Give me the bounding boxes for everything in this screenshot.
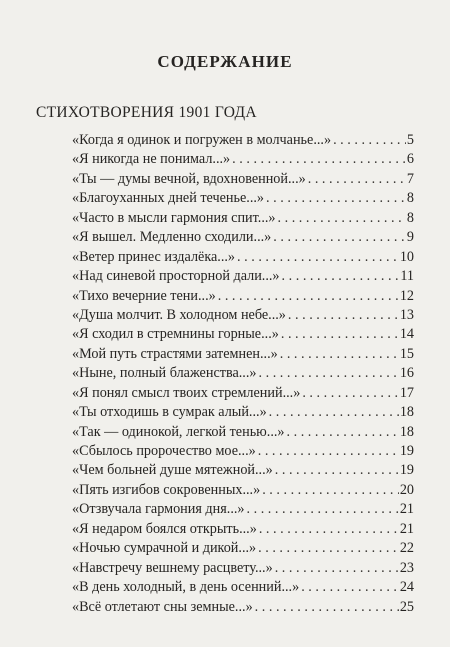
toc-entry [72, 306, 414, 325]
toc-entry [72, 539, 414, 558]
toc-entry [72, 442, 414, 461]
toc-entry [72, 520, 414, 539]
toc-entry-page-number: 5 [406, 132, 414, 148]
toc-leader-dots [235, 248, 399, 267]
toc-entry [72, 423, 414, 442]
toc-entry-page-number: 21 [399, 501, 414, 518]
toc-entry-title: «Душа молчит. В холодном небе...» [72, 306, 286, 323]
toc-entry [72, 267, 414, 286]
toc-entry-title: «Чем больней душе мятежной...» [72, 462, 273, 479]
toc-leader-dots [253, 598, 399, 617]
toc-leader-dots [278, 345, 399, 364]
toc-entry-page-number: 10 [399, 248, 414, 265]
toc-entry-title: «Я понял смысл твоих стремлений...» [72, 384, 301, 401]
toc-entry-title: «Пять изгибов сокровенных...» [72, 481, 261, 498]
contents-heading: СОДЕРЖАНИЕ [157, 52, 293, 71]
toc-entry-page-number: 24 [399, 579, 414, 596]
toc-leader-dots [216, 287, 399, 306]
toc-entry-title: «Сбылось пророчество мое...» [72, 443, 256, 459]
toc-leader-dots [260, 481, 399, 500]
toc-entry-title: «Так — одинокой, легкой тенью...» [72, 423, 285, 440]
toc-entry [72, 228, 414, 247]
toc-leader-dots [276, 209, 406, 228]
toc-entry [72, 170, 414, 189]
toc-entry-title: «Я никогда не понимал...» [72, 151, 231, 168]
toc-entry-title: «Благоуханных дней теченье...» [72, 190, 265, 207]
toc-leader-dots [273, 461, 399, 480]
toc-leader-dots [280, 267, 400, 286]
toc-leader-dots [300, 384, 398, 403]
toc-leader-dots [256, 442, 399, 461]
table-of-contents [72, 131, 414, 617]
toc-entry-page-number: 21 [399, 520, 414, 537]
toc-entry [72, 287, 414, 306]
toc-entry-page-number: 25 [399, 598, 414, 615]
toc-leader-dots [267, 403, 399, 422]
toc-entry [72, 150, 414, 169]
toc-entry [72, 248, 414, 267]
toc-entry-title: «В день холодный, в день осенний...» [72, 579, 300, 596]
toc-entry [72, 461, 414, 480]
toc-leader-dots [230, 150, 406, 169]
toc-entry-title: «Навстречу вешнему расцвету...» [72, 559, 273, 576]
toc-entry-title: «Когда я одинок и погружен в молчанье...» [72, 132, 332, 148]
toc-entry-page-number: 6 [406, 151, 414, 168]
toc-entry [72, 403, 414, 422]
toc-entry-title: «Всё отлетают сны земные...» [72, 598, 253, 615]
toc-entry-title: «Ночью сумрачной и дикой...» [72, 540, 257, 557]
toc-entry-page-number: 18 [399, 404, 414, 421]
toc-entry-title: «Тихо вечерние тени...» [72, 287, 216, 304]
toc-entry-page-number: 23 [399, 559, 414, 576]
toc-entry-title: «Я вышел. Медленно сходили...» [72, 229, 272, 246]
toc-entry [72, 384, 414, 403]
toc-entry-title: «Над синевой просторной дали...» [72, 268, 280, 285]
toc-entry [72, 345, 414, 364]
toc-leader-dots [271, 228, 406, 247]
toc-entry-title: «Ты — думы вечной, вдохновенной...» [72, 170, 306, 187]
toc-entry-page-number: 15 [399, 345, 414, 362]
toc-entry [72, 481, 414, 500]
toc-entry-page-number: 12 [399, 287, 414, 304]
section-title: СТИХОТВОРЕНИЯ 1901 ГОДА [36, 104, 257, 121]
toc-entry [72, 189, 414, 208]
toc-entry-page-number: 9 [406, 229, 414, 246]
toc-leader-dots [257, 364, 399, 383]
toc-entry-title: «Я сходил в стремнины горные...» [72, 326, 279, 343]
toc-leader-dots [257, 520, 399, 539]
toc-entry-title: «Мой путь страстями затемнен...» [72, 345, 278, 362]
toc-entry-page-number: 11 [400, 268, 414, 285]
toc-entry-title: «Часто в мысли гармония спит...» [72, 209, 276, 226]
toc-entry [72, 364, 414, 383]
toc-leader-dots [273, 559, 399, 578]
toc-entry-page-number: 19 [399, 462, 414, 479]
toc-entry [72, 598, 414, 617]
toc-entry-page-number: 20 [399, 481, 414, 498]
toc-entry-title: «Ныне, полный блаженства...» [72, 365, 257, 382]
toc-leader-dots [264, 189, 406, 208]
toc-entry-page-number: 19 [399, 443, 414, 459]
toc-leader-dots [286, 306, 399, 325]
toc-entry [72, 209, 414, 228]
toc-entry-title: «Ветер принес издалёка...» [72, 248, 236, 265]
toc-entry-title: «Ты отходишь в сумрак алый...» [72, 404, 267, 421]
toc-leader-dots [256, 539, 399, 558]
toc-entry-page-number: 7 [406, 170, 414, 187]
toc-entry-title: «Я недаром боялся открыть...» [72, 520, 257, 537]
toc-leader-dots [331, 131, 406, 150]
toc-entry [72, 131, 414, 150]
toc-entry-page-number: 14 [399, 326, 414, 343]
toc-entry-page-number: 8 [406, 190, 414, 207]
toc-entry [72, 578, 414, 597]
toc-entry-page-number: 18 [399, 423, 414, 440]
toc-entry [72, 559, 414, 578]
toc-entry-page-number: 16 [399, 365, 414, 382]
toc-entry [72, 500, 414, 519]
toc-entry-page-number: 22 [399, 540, 414, 557]
toc-leader-dots [245, 500, 399, 519]
toc-entry-page-number: 17 [399, 384, 414, 401]
toc-entry-title: «Отзвучала гармония дня...» [72, 501, 245, 518]
toc-entry-page-number: 8 [406, 209, 414, 226]
toc-leader-dots [285, 423, 399, 442]
toc-leader-dots [279, 325, 399, 344]
toc-leader-dots [306, 170, 406, 189]
toc-entry-page-number: 13 [399, 306, 414, 323]
toc-leader-dots [299, 578, 399, 597]
toc-entry [72, 325, 414, 344]
